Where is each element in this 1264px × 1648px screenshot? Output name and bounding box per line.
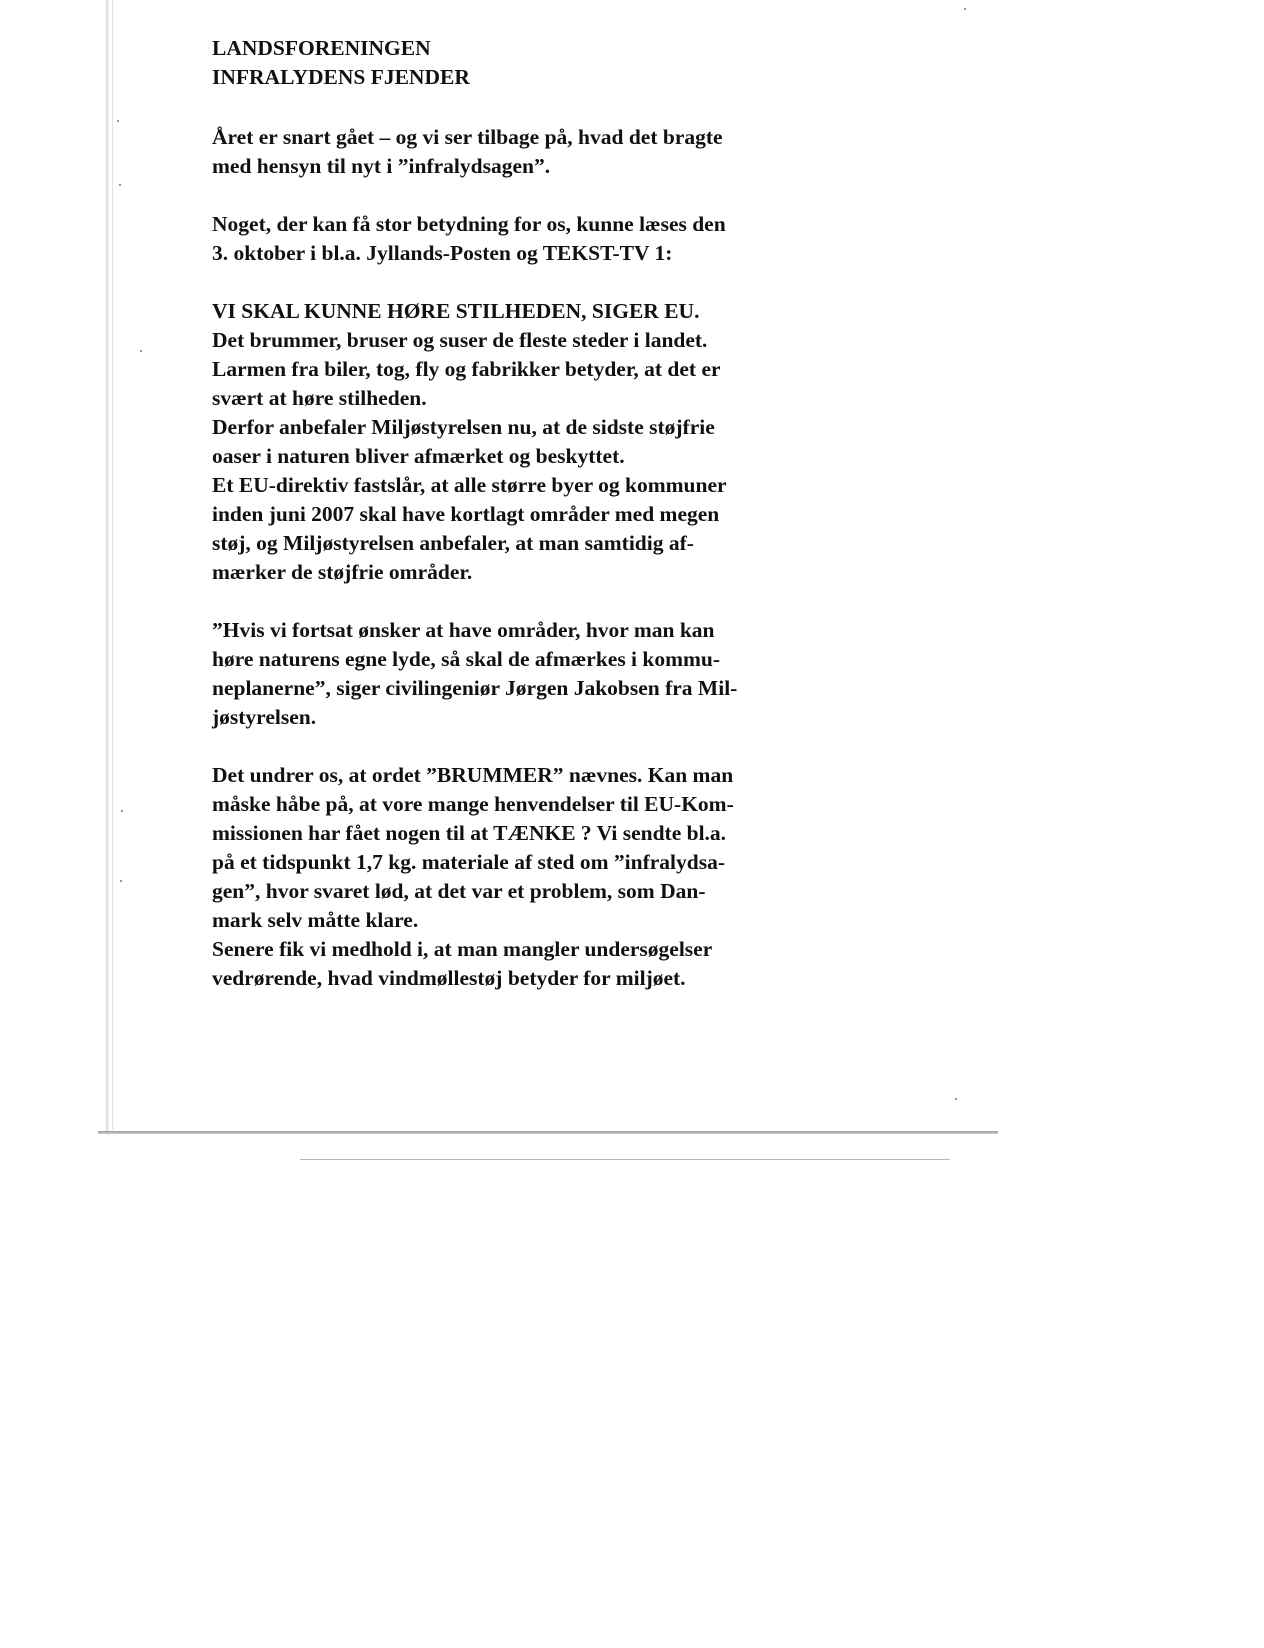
paragraph-line: Det brummer, bruser og suser de fleste steder i landet. [212, 328, 708, 352]
paragraph-line: neplanerne”, siger civilingeniør Jørgen Jakobsen fra Mil- [212, 676, 738, 700]
paragraph-line: Senere fik vi medhold i, at man mangler undersøgelser [212, 937, 713, 961]
paragraph-line: høre naturens egne lyde, så skal de afmærkes i kommu- [212, 647, 721, 671]
scan-speck [119, 184, 121, 186]
paragraph-line: Et EU-direktiv fastslår, at alle større byer og kommuner [212, 473, 727, 497]
paragraph [212, 210, 852, 268]
page-edge-bottom-shadow [300, 1159, 950, 1160]
heading-line: INFRALYDENS FJENDER [212, 65, 470, 89]
paragraph-line: oaser i naturen bliver afmærket og beskyttet. [212, 444, 625, 468]
page-edge-left [106, 0, 109, 1135]
paragraph-line: Derfor anbefaler Miljøstyrelsen nu, at de sidste støjfrie [212, 415, 715, 439]
paragraph-line: Larmen fra biler, tog, fly og fabrikker betyder, at det er [212, 357, 721, 381]
paragraph-line: inden juni 2007 skal have kortlagt områder med megen [212, 502, 720, 526]
paragraph-line: på et tidspunkt 1,7 kg. materiale af sted om ”infralydsa- [212, 850, 726, 874]
paragraph-line: Året er snart gået – og vi ser tilbage på, hvad det bragte [212, 125, 723, 149]
paragraph-line: jøstyrelsen. [212, 705, 317, 729]
scan-speck [964, 8, 966, 10]
paragraph-line: mark selv måtte klare. [212, 908, 419, 932]
paragraph-line: Det undrer os, at ordet ”BRUMMER” nævnes. Kan man [212, 763, 734, 787]
scan-speck [117, 120, 119, 122]
paragraph [212, 761, 852, 993]
page-edge-bottom [98, 1131, 998, 1134]
paragraph [212, 123, 852, 181]
paragraph [212, 297, 852, 587]
paragraph-line: svært at høre stilheden. [212, 386, 427, 410]
paragraph-line: Noget, der kan få stor betydning for os, kunne læses den [212, 212, 726, 236]
document-page [212, 34, 852, 1022]
paragraph-line: måske håbe på, at vore mange henvendelser til EU-Kom- [212, 792, 734, 816]
paragraph-line: gen”, hvor svaret lød, at det var et problem, som Dan- [212, 879, 706, 903]
paragraph-line: støj, og Miljøstyrelsen anbefaler, at man samtidig af- [212, 531, 694, 555]
paragraph [212, 616, 852, 732]
scan-speck [120, 880, 122, 882]
paragraph-line: med hensyn til nyt i ”infralydsagen”. [212, 154, 551, 178]
scan-speck [121, 810, 123, 812]
heading-line: LANDSFORENINGEN [212, 36, 431, 60]
paragraph-line: missionen har fået nogen til at TÆNKE ? Vi sendte bl.a. [212, 821, 727, 845]
paragraph-line: 3. oktober i bl.a. Jyllands-Posten og TEKST-TV 1: [212, 241, 673, 265]
document-heading [212, 34, 852, 92]
scan-speck [955, 1098, 957, 1100]
paragraph-line: mærker de støjfrie områder. [212, 560, 473, 584]
paragraph-line: vedrørende, hvad vindmøllestøj betyder for miljøet. [212, 966, 686, 990]
paragraph-line: ”Hvis vi fortsat ønsker at have områder, hvor man kan [212, 618, 715, 642]
page-edge-left-inner [112, 0, 113, 1130]
scan-speck [140, 350, 142, 352]
paragraph-line: VI SKAL KUNNE HØRE STILHEDEN, SIGER EU. [212, 299, 700, 323]
